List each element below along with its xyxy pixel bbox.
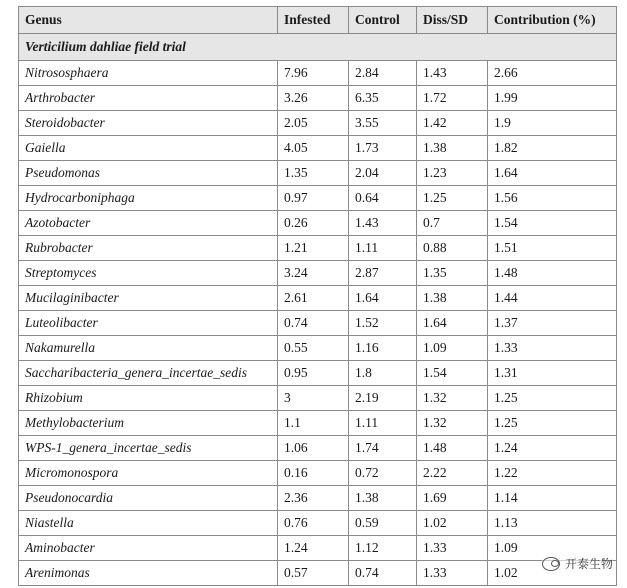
cell-genus: Nitrososphaera: [19, 61, 278, 86]
table-row: [19, 261, 617, 286]
watermark: [542, 555, 613, 572]
cell-contribution: 1.22: [488, 461, 617, 486]
cell-infested: 1.35: [278, 161, 349, 186]
cell-genus: Streptomyces: [19, 261, 278, 286]
cell-infested: 0.97: [278, 186, 349, 211]
cell-contribution: 1.82: [488, 136, 617, 161]
cell-genus: Mucilaginibacter: [19, 286, 278, 311]
cell-diss-sd: 1.09: [417, 336, 488, 361]
cell-infested: 0.16: [278, 461, 349, 486]
table-row: [19, 61, 617, 86]
cell-diss-sd: 1.42: [417, 111, 488, 136]
table-row: [19, 561, 617, 586]
cell-contribution: 1.14: [488, 486, 617, 511]
cell-control: 1.11: [349, 411, 417, 436]
table-row: [19, 336, 617, 361]
cell-genus: Micromonospora: [19, 461, 278, 486]
table-row: [19, 536, 617, 561]
cell-contribution: 1.64: [488, 161, 617, 186]
cell-genus: Steroidobacter: [19, 111, 278, 136]
table-row: [19, 211, 617, 236]
table-row: [19, 361, 617, 386]
cell-genus: Methylobacterium: [19, 411, 278, 436]
table-row: [19, 411, 617, 436]
cell-control: 1.64: [349, 286, 417, 311]
cell-infested: 1.21: [278, 236, 349, 261]
cell-infested: 0.76: [278, 511, 349, 536]
cell-infested: 1.1: [278, 411, 349, 436]
table-row: [19, 311, 617, 336]
table-row: [19, 286, 617, 311]
genus-contribution-table: [18, 6, 617, 586]
table-row: [19, 436, 617, 461]
cell-contribution: 1.99: [488, 86, 617, 111]
watermark-text: 开泰生物: [564, 557, 613, 571]
cell-genus: Rhizobium: [19, 386, 278, 411]
cell-diss-sd: 0.88: [417, 236, 488, 261]
cell-genus: Gaiella: [19, 136, 278, 161]
cell-infested: 3.26: [278, 86, 349, 111]
cell-infested: 1.06: [278, 436, 349, 461]
cell-genus: Hydrocarboniphaga: [19, 186, 278, 211]
cell-control: 1.16: [349, 336, 417, 361]
cell-contribution: 1.09: [488, 536, 617, 561]
header-diss-sd: Diss/SD: [417, 7, 488, 34]
cell-infested: 1.24: [278, 536, 349, 561]
cell-control: 1.52: [349, 311, 417, 336]
cell-diss-sd: 1.33: [417, 561, 488, 586]
cell-diss-sd: 0.7: [417, 211, 488, 236]
table-row: [19, 486, 617, 511]
cell-genus: Rubrobacter: [19, 236, 278, 261]
table-row: [19, 161, 617, 186]
cell-diss-sd: 1.32: [417, 386, 488, 411]
cell-contribution: 1.56: [488, 186, 617, 211]
cell-diss-sd: 1.35: [417, 261, 488, 286]
table-row: [19, 461, 617, 486]
cell-genus: Luteolibacter: [19, 311, 278, 336]
cell-control: 0.59: [349, 511, 417, 536]
cell-control: 1.8: [349, 361, 417, 386]
cell-diss-sd: 1.25: [417, 186, 488, 211]
cell-control: 3.55: [349, 111, 417, 136]
cell-diss-sd: 1.32: [417, 411, 488, 436]
header-control: Control: [349, 7, 417, 34]
header-contribution: Contribution (%): [488, 7, 617, 34]
cell-infested: 0.74: [278, 311, 349, 336]
table-row: [19, 386, 617, 411]
cell-genus: Pseudomonas: [19, 161, 278, 186]
cell-control: 1.74: [349, 436, 417, 461]
header-infested: Infested: [278, 7, 349, 34]
cell-control: 1.11: [349, 236, 417, 261]
cell-contribution: 1.33: [488, 336, 617, 361]
cell-control: 0.74: [349, 561, 417, 586]
table-row: [19, 111, 617, 136]
cell-infested: 7.96: [278, 61, 349, 86]
cell-genus: Azotobacter: [19, 211, 278, 236]
cell-contribution: 1.44: [488, 286, 617, 311]
cell-infested: 0.57: [278, 561, 349, 586]
cell-diss-sd: 1.54: [417, 361, 488, 386]
cell-infested: 0.55: [278, 336, 349, 361]
cell-control: 1.73: [349, 136, 417, 161]
cell-contribution: 1.48: [488, 261, 617, 286]
cell-infested: 4.05: [278, 136, 349, 161]
cell-infested: 3.24: [278, 261, 349, 286]
cell-diss-sd: 2.22: [417, 461, 488, 486]
cell-infested: 2.36: [278, 486, 349, 511]
cell-diss-sd: 1.72: [417, 86, 488, 111]
cell-control: 0.72: [349, 461, 417, 486]
cell-contribution: 2.66: [488, 61, 617, 86]
cell-contribution: 1.24: [488, 436, 617, 461]
cell-infested: 2.05: [278, 111, 349, 136]
cell-control: 1.12: [349, 536, 417, 561]
cell-genus: Pseudonocardia: [19, 486, 278, 511]
table-row: [19, 236, 617, 261]
cell-genus: Arenimonas: [19, 561, 278, 586]
cell-contribution: 1.25: [488, 386, 617, 411]
cell-contribution: 1.37: [488, 311, 617, 336]
cell-diss-sd: 1.43: [417, 61, 488, 86]
cell-diss-sd: 1.69: [417, 486, 488, 511]
cell-control: 2.84: [349, 61, 417, 86]
cell-genus: Aminobacter: [19, 536, 278, 561]
cell-contribution: 1.02: [488, 561, 617, 586]
wechat-icon: [542, 557, 560, 571]
cell-contribution: 1.13: [488, 511, 617, 536]
cell-infested: 3: [278, 386, 349, 411]
header-row: [19, 7, 617, 34]
cell-diss-sd: 1.64: [417, 311, 488, 336]
cell-contribution: 1.9: [488, 111, 617, 136]
table-row: [19, 511, 617, 536]
header-genus: Genus: [19, 7, 278, 34]
cell-genus: Saccharibacteria_genera_incertae_sedis: [19, 361, 278, 386]
cell-infested: 0.95: [278, 361, 349, 386]
table-row: [19, 86, 617, 111]
cell-control: 2.87: [349, 261, 417, 286]
cell-diss-sd: 1.48: [417, 436, 488, 461]
cell-control: 1.43: [349, 211, 417, 236]
table-row: [19, 186, 617, 211]
cell-diss-sd: 1.38: [417, 286, 488, 311]
cell-infested: 2.61: [278, 286, 349, 311]
cell-genus: Niastella: [19, 511, 278, 536]
cell-diss-sd: 1.02: [417, 511, 488, 536]
cell-genus: Arthrobacter: [19, 86, 278, 111]
cell-genus: Nakamurella: [19, 336, 278, 361]
cell-control: 1.38: [349, 486, 417, 511]
cell-control: 2.19: [349, 386, 417, 411]
cell-contribution: 1.54: [488, 211, 617, 236]
cell-control: 6.35: [349, 86, 417, 111]
cell-contribution: 1.51: [488, 236, 617, 261]
section-row: [19, 34, 617, 61]
cell-genus: WPS-1_genera_incertae_sedis: [19, 436, 278, 461]
cell-diss-sd: 1.38: [417, 136, 488, 161]
cell-diss-sd: 1.33: [417, 536, 488, 561]
cell-control: 2.04: [349, 161, 417, 186]
cell-contribution: 1.31: [488, 361, 617, 386]
table-row: [19, 136, 617, 161]
cell-diss-sd: 1.23: [417, 161, 488, 186]
section-title: Verticilium dahliae field trial: [19, 34, 617, 61]
cell-control: 0.64: [349, 186, 417, 211]
cell-contribution: 1.25: [488, 411, 617, 436]
cell-infested: 0.26: [278, 211, 349, 236]
